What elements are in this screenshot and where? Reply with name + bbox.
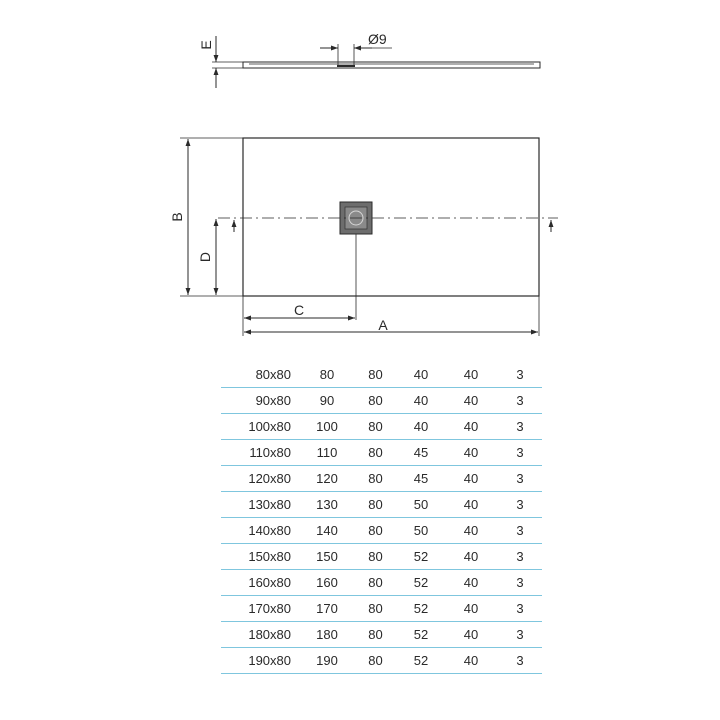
dimensions-table (221, 362, 542, 674)
table-cell-size: 180x80 (221, 622, 301, 648)
table-cell-value: 3 (498, 414, 542, 440)
table-cell-value: 3 (498, 518, 542, 544)
table-cell-value: 80 (353, 466, 398, 492)
table-cell-value: 80 (353, 440, 398, 466)
label-d: D (197, 251, 213, 263)
table-cell-value: 80 (353, 518, 398, 544)
table-cell-value: 52 (398, 544, 444, 570)
table-cell-value: 130 (301, 492, 353, 518)
label-a: A (378, 317, 388, 333)
table-cell-value: 40 (444, 622, 498, 648)
table-row (221, 518, 542, 544)
table-cell-value: 40 (444, 388, 498, 414)
table-cell-size: 140x80 (221, 518, 301, 544)
table-row (221, 362, 542, 388)
label-c: C (293, 302, 305, 318)
table-cell-value: 50 (398, 518, 444, 544)
label-b: B (169, 212, 185, 222)
table-cell-value: 45 (398, 440, 444, 466)
table-cell-size: 120x80 (221, 466, 301, 492)
table-cell-value: 80 (353, 622, 398, 648)
table-cell-size: 170x80 (221, 596, 301, 622)
table-row (221, 414, 542, 440)
table-cell-value: 3 (498, 362, 542, 388)
table-cell-value: 3 (498, 544, 542, 570)
table-row (221, 596, 542, 622)
table-cell-value: 80 (353, 596, 398, 622)
table-row (221, 544, 542, 570)
table-cell-value: 40 (444, 544, 498, 570)
table-cell-value: 40 (444, 596, 498, 622)
table-cell-value: 120 (301, 466, 353, 492)
table-row (221, 388, 542, 414)
table-cell-size: 100x80 (221, 414, 301, 440)
table-cell-value: 52 (398, 622, 444, 648)
table-cell-size: 110x80 (221, 440, 301, 466)
table-cell-value: 110 (301, 440, 353, 466)
table-cell-value: 170 (301, 596, 353, 622)
table-cell-value: 3 (498, 570, 542, 596)
table-cell-value: 80 (353, 570, 398, 596)
table-cell-size: 130x80 (221, 492, 301, 518)
table-cell-value: 180 (301, 622, 353, 648)
shower-tray-outline (243, 138, 539, 296)
tray-profile (243, 62, 540, 68)
table-cell-value: 80 (353, 492, 398, 518)
table-row (221, 492, 542, 518)
table-cell-size: 160x80 (221, 570, 301, 596)
table-row (221, 570, 542, 596)
table-cell-value: 40 (444, 466, 498, 492)
table-cell-size: 80x80 (221, 362, 301, 388)
table-row (221, 466, 542, 492)
table-cell-size: 90x80 (221, 388, 301, 414)
plan-view (180, 138, 558, 336)
label-drain-diameter: Ø9 (368, 31, 387, 47)
table-cell-value: 160 (301, 570, 353, 596)
table-cell-value: 45 (398, 466, 444, 492)
label-e: E (198, 40, 214, 50)
table-cell-value: 3 (498, 466, 542, 492)
table-cell-value: 3 (498, 648, 542, 674)
table-cell-value: 40 (444, 414, 498, 440)
table-cell-value: 52 (398, 596, 444, 622)
table-row (221, 648, 542, 674)
table-cell-value: 80 (353, 362, 398, 388)
table-cell-value: 40 (444, 518, 498, 544)
table-cell-value: 40 (398, 414, 444, 440)
table-cell-value: 3 (498, 622, 542, 648)
table-cell-value: 80 (353, 648, 398, 674)
table-cell-value: 3 (498, 492, 542, 518)
table-cell-value: 3 (498, 596, 542, 622)
table-cell-value: 3 (498, 440, 542, 466)
table-cell-value: 40 (398, 362, 444, 388)
table-cell-size: 190x80 (221, 648, 301, 674)
table-cell-value: 90 (301, 388, 353, 414)
table-cell-value: 40 (398, 388, 444, 414)
table-cell-value: 52 (398, 648, 444, 674)
table-cell-value: 52 (398, 570, 444, 596)
table-cell-value: 40 (444, 570, 498, 596)
table-cell-value: 50 (398, 492, 444, 518)
table-cell-value: 80 (301, 362, 353, 388)
table-cell-value: 150 (301, 544, 353, 570)
table-cell-value: 40 (444, 492, 498, 518)
table-cell-value: 80 (353, 544, 398, 570)
table-row (221, 622, 542, 648)
table-cell-value: 40 (444, 440, 498, 466)
table-cell-size: 150x80 (221, 544, 301, 570)
table-cell-value: 3 (498, 388, 542, 414)
dimensions-table-body (221, 362, 542, 674)
table-cell-value: 40 (444, 362, 498, 388)
table-row (221, 440, 542, 466)
table-cell-value: 140 (301, 518, 353, 544)
table-cell-value: 80 (353, 414, 398, 440)
table-cell-value: 40 (444, 648, 498, 674)
table-cell-value: 190 (301, 648, 353, 674)
table-cell-value: 80 (353, 388, 398, 414)
table-cell-value: 100 (301, 414, 353, 440)
